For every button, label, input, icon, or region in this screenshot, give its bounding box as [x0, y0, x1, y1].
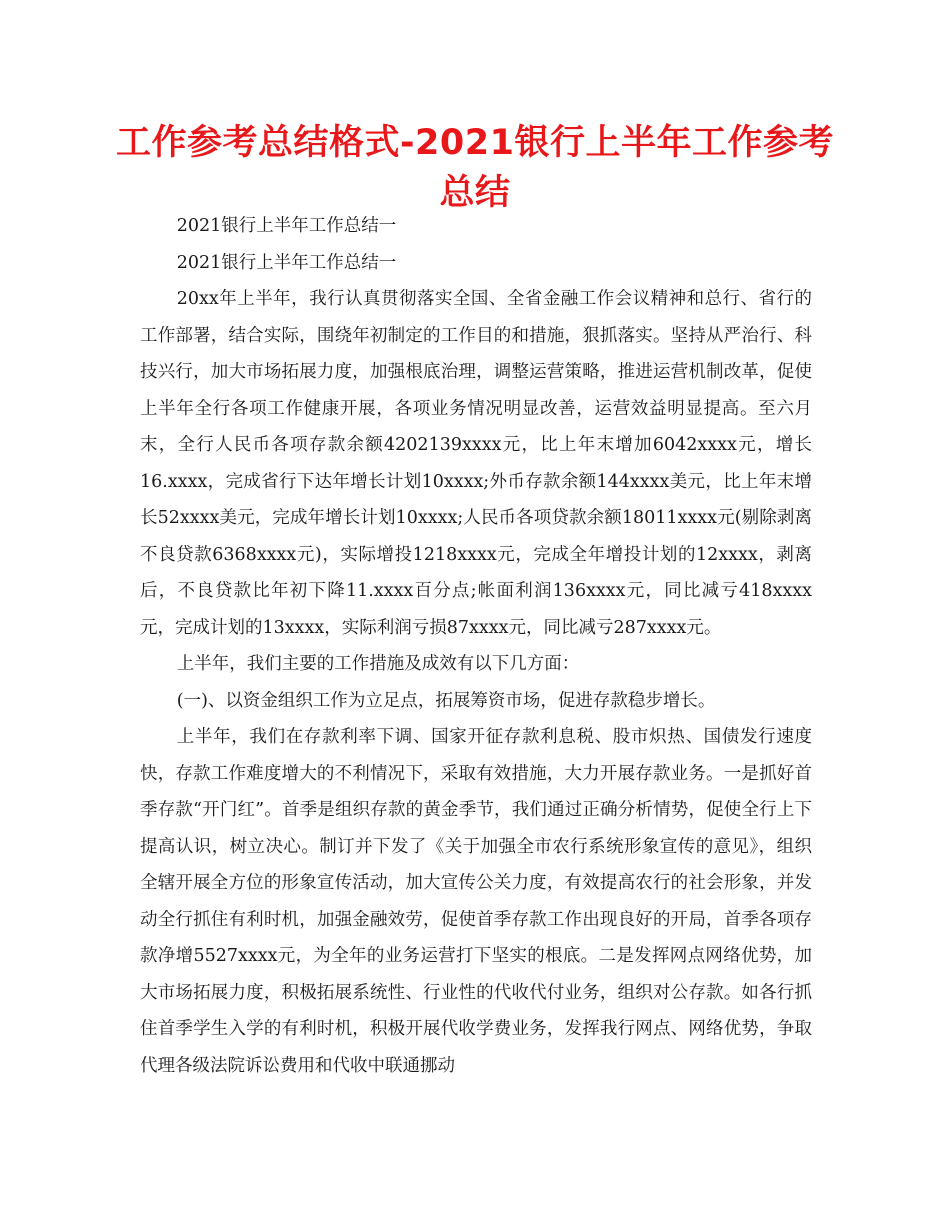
section-heading: 2021银行上半年工作总结一: [176, 252, 397, 273]
section-heading: 2021银行上半年工作总结一: [176, 216, 397, 236]
document-title: 工作参考总结格式-2021银行上半年工作参考总结: [116, 123, 834, 213]
body-paragraph: 20xx年上半年，我行认真贯彻落实全国、全省金融工作会议精神和总行、省行的工作部署，结合实际，围绕年初制定的工作目的和措施，狠抓落实。坚持从严治行、科技兴行，加大市场拓展力度，加强根底治理，调整运营策略，推进运营机制改革，促使上半年全行各项工作健康开展，各项业务情况明显改善，运营效益明显提高。至六月末，全行人民币各项存款余额4202139xxxx元，比上年末增加6042xxxx元，增长16.xxxx，完成省行下达年增长计划10xxxx;外币存款余额144xxxx美元，比上年末增长52xxxx美元，完成年增长计划10xxxx;人民币各项贷款余额18011xxxx元(剔除剥离不良贷款6368xxxx元)，实际增投1218xxxx元，完成全年增投计划的12xxxx，剥离后，不良贷款比年初下降11.xxxx百分点;帐面利润136xxxx元，同比减亏418xxxx元，完成计划的13xxxx，实际利润亏损87xxxx元，同比减亏287xxxx元。: [140, 289, 812, 638]
body-paragraph: 上半年，我们在存款利率下调、国家开征存款利息税、股市炽热、国债发行速度快，存款工作难度增大的不利情况下，采取有效措施，大力开展存款业务。一是抓好首季存款“开门红”。首季是组织存款的黄金季节，我们通过正确分析情势，促使全行上下提高认识，树立决心。制订并下发了《关于加强全市农行系统形象宣传的意见》，组织全辖开展全方位的形象宣传活动，加大宣传公关力度，有效提高农行的社会形象，并发动全行抓住有利时机，加强金融效劳，促使首季存款工作出现良好的开局，首季各项存款净增5527xxxx元，为全年的业务运营打下坚实的根底。二是发挥网点网络优势，加大市场拓展力度，积极拓展系统性、行业性的代收代付业务，组织对公存款。如各行抓住首季学生入学的有利时机，积极开展代收学费业务，发挥我行网点、网络优势，争取代理各级法院诉讼费用和代收中联通挪动: [140, 727, 812, 1076]
body-paragraph: (一)、以资金组织工作为立足点，拓展筹资市场，促进存款稳步增长。: [176, 690, 716, 711]
document-body: [140, 208, 812, 1084]
body-paragraph: 上半年，我们主要的工作措施及成效有以下几方面：: [176, 654, 580, 674]
